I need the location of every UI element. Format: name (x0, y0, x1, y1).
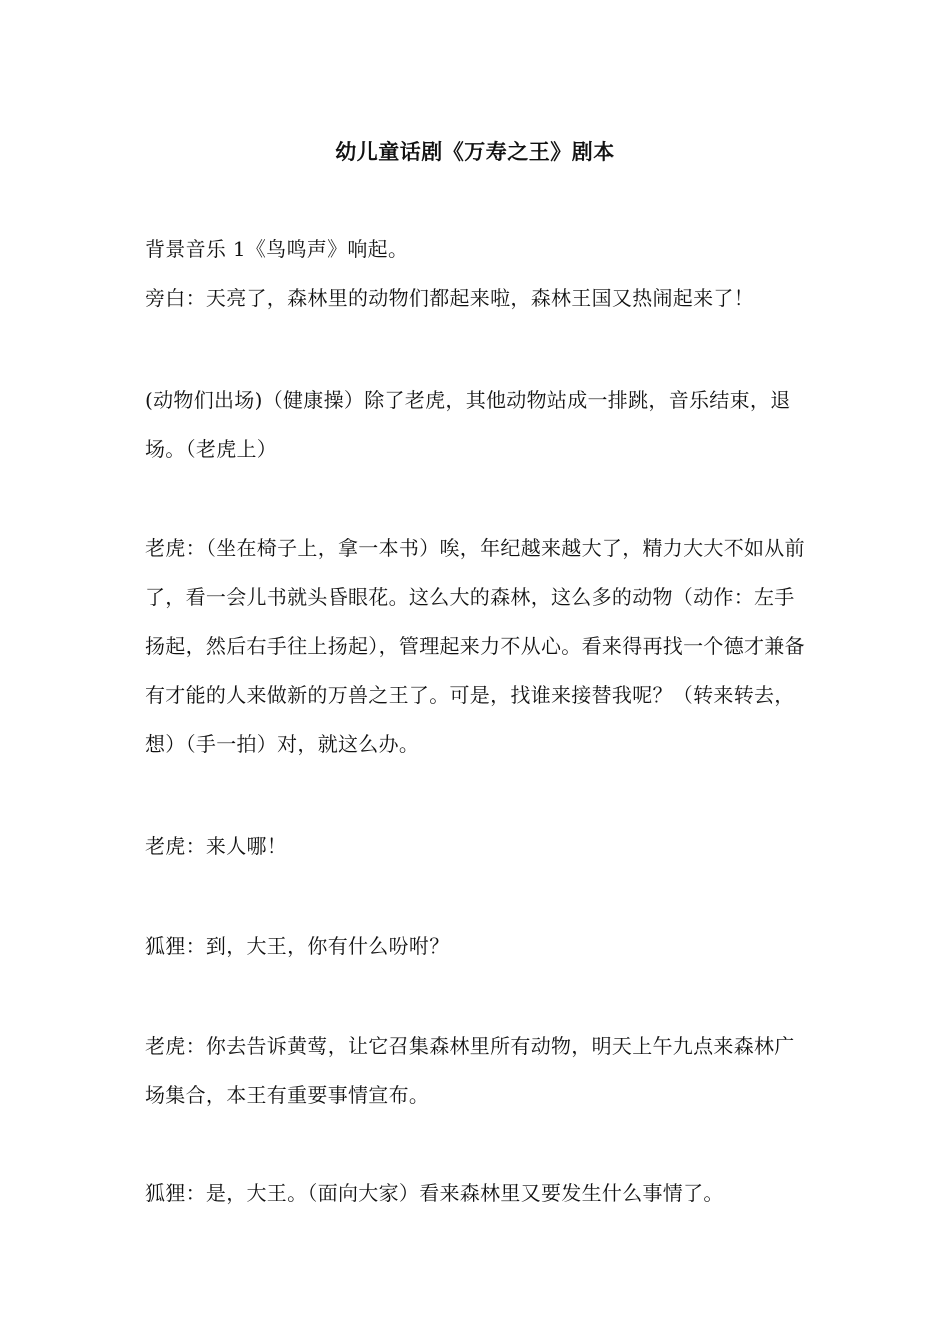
paragraph-tiger-calls: 老虎：来人哪！ (145, 834, 288, 858)
paragraph-background-music: 背景音乐 1《鸟鸣声》响起。 (145, 237, 409, 261)
paragraph-tiger-monologue: 老虎：（坐在椅子上，拿一本书）唉，年纪越来越大了，精力大大不如从前了，看一会儿书就头昏眼花。这么大的森林，这么多的动物（动作：左手扬起，然后右手往上扬起），管理起来力不从心。看来得再找一个德才兼备有才能的人来做新的万兽之王了。可是，找谁来接替我呢？（转来转去，想）（手一拍）对，就这么办。 (145, 536, 805, 756)
paragraph-fox-answers: 狐狸：到，大王，你有什么吩咐？ (145, 934, 450, 958)
paragraph-fox-replies: 狐狸：是，大王。（面向大家）看来森林里又要发生什么事情了。 (145, 1181, 724, 1205)
paragraph-animals-enter: (动物们出场)（健康操）除了老虎，其他动物站成一排跳，音乐结束，退场。（老虎上） (145, 388, 791, 461)
paragraph-narration: 旁白：天亮了，森林里的动物们都起来啦，森林王国又热闹起来了！ (145, 286, 754, 310)
document-title: 幼儿童话剧《万寿之王》剧本 (335, 139, 615, 164)
paragraph-tiger-orders: 老虎：你去告诉黄莺，让它召集森林里所有动物，明天上午九点来森林广场集合，本王有重要事情宣布。 (145, 1034, 795, 1107)
